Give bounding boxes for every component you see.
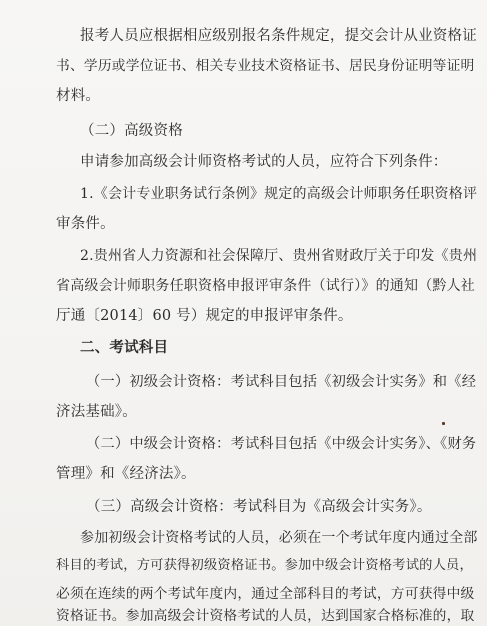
- list-item-line: 管理》和《经济法》。: [56, 466, 196, 482]
- section-subheading: （二）高级资格: [80, 123, 183, 139]
- paragraph-line: 科目的考试，方可获得初级资格证书。参加中级会计资格考试的人员，: [56, 558, 473, 573]
- list-item-line: 1.《会计专业职务试行条例》规定的高级会计师职务任职资格评: [80, 186, 478, 202]
- list-item-line: （二）中级会计资格：考试科目包括《中级会计实务》、《财务: [86, 436, 477, 452]
- section-heading: 二、考试科目: [80, 339, 169, 356]
- paragraph-line: 必须在连续的两个考试年度内，通过全部科目的考试，方可获得中级: [56, 586, 475, 602]
- list-item-line: 审条件。: [56, 216, 115, 232]
- paragraph-line: 书、学历或学位证书、相关专业技术资格证书、居民身份证明等证明: [56, 58, 475, 74]
- list-item-line: 2.贵州省人力资源和社会保障厅、贵州省财政厅关于印发《贵州: [80, 248, 478, 264]
- list-item-line: （一）初级会计资格：考试科目包括《初级会计实务》和《经: [86, 374, 477, 390]
- paragraph-line: 报考人员应根据相应级别报名条件规定，提交会计从业资格证: [80, 28, 477, 44]
- paragraph-line: 材料。: [56, 88, 101, 104]
- paragraph-line: 申请参加高级会计师资格考试的人员，应符合下列条件：: [80, 154, 448, 170]
- paragraph-line: 参加初级会计资格考试的人员，必须在一个考试年度内通过全部: [80, 530, 478, 546]
- list-item-line: 省高级会计师职务任职资格申报评审条件（试行）》的通知（黔人社: [56, 278, 475, 294]
- ink-speck: [442, 422, 445, 425]
- list-item-line: （三）高级会计资格：考试科目为《高级会计实务》。: [86, 499, 432, 515]
- paragraph-line: 资格证书。参加高级会计资格考试的人员，达到国家合格标准的，取: [56, 608, 475, 624]
- list-item-line: 济法基础》。: [56, 404, 137, 420]
- list-item-line: 厅通〔2014〕60 号）规定的申报评审条件。: [56, 308, 353, 324]
